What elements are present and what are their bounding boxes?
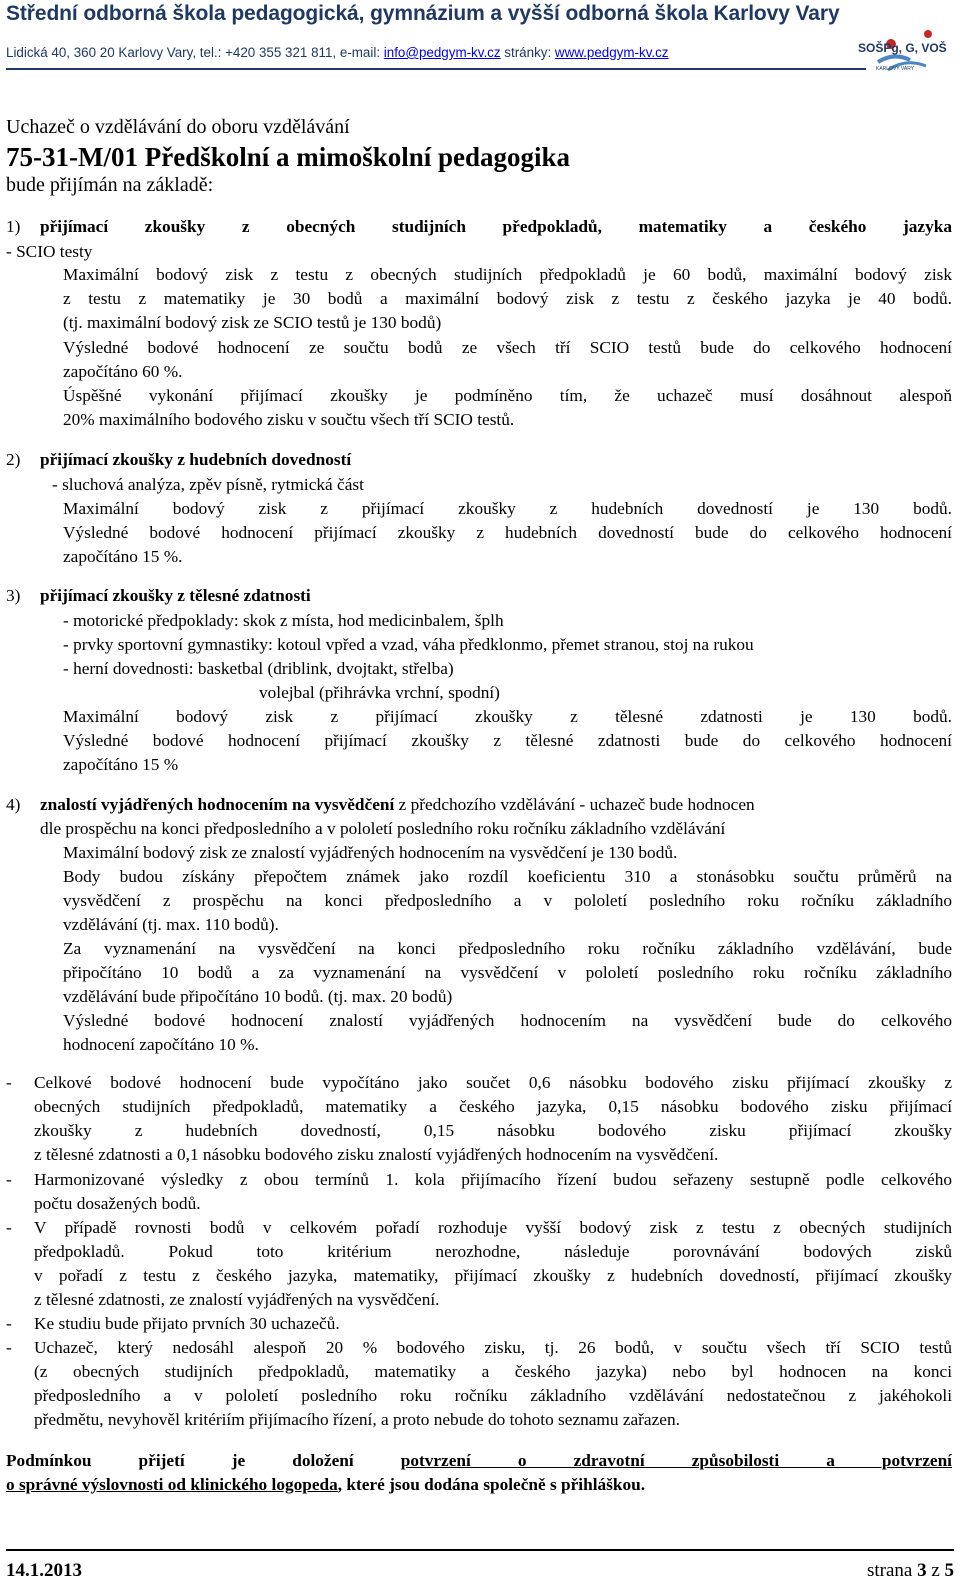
section-4-text: vysvědčení z prospěchu na konci předposledního a v pololetí posledního roku ročníku základního [63, 891, 952, 910]
section-1-text: (tj. maximální bodový zisk ze SCIO testů je 130 bodů) [63, 313, 442, 332]
section-4-text: Body budou získány přepočtem známek jako rozdíl koeficientu 310 a stonásobku součtu průměrů na [63, 867, 952, 886]
program-title: 75-31-M/01 Předškolní a mimoškolní pedagogika [6, 142, 571, 172]
section-3-item: - motorické předpoklady: skok z místa, hod medicinbalem, šplh [63, 611, 504, 630]
note-text: z tělesné zdatnosti, ze znalostí vyjádřených na vysvědčení. [34, 1290, 440, 1309]
note-bullet: - [6, 1170, 12, 1189]
section-1-sub: - SCIO testy [6, 242, 93, 261]
section-3-item: volejbal (přihrávka vrchní, spodní) [259, 683, 500, 702]
section-4-text: Za vyznamenání na vysvědčení na konci předposledního roku ročníku základního vzdělávání, bude [63, 939, 952, 958]
document-page [6, 0, 954, 1585]
condition-underlined: o správné výslovnosti od klinického logopeda [6, 1475, 338, 1494]
footer-date: 14.1.2013 [6, 1560, 82, 1581]
note-bullet: - [6, 1338, 12, 1357]
condition-text: , které jsou dodána společně s přihláškou. [337, 1475, 646, 1494]
note-text: v pořadí z testu z českého jazyka, matematiky, přijímací zkoušky z hudebních dovedností, přijímací zkoušky [34, 1266, 952, 1285]
note-bullet: - [6, 1073, 12, 1092]
note-bullet: - [6, 1314, 12, 1333]
page-of: z [926, 1560, 945, 1581]
admission-condition-2 [6, 1473, 645, 1497]
section-3-text: započítáno 15 % [63, 755, 179, 774]
section-3-item: - prvky sportovní gymnastiky: kotoul vpřed a vzad, váha předklonmo, přemet stranou, stoj na rukou [63, 635, 754, 654]
school-contact [6, 45, 669, 60]
note-text: předpokladů. Pokud toto kritérium nerozhodne, následuje porovnávání bodových zisků [34, 1242, 952, 1261]
note-text: Harmonizované výsledky z obou termínů 1. kola přijímacího řízení budou seřazeny sestupně podle celkového [34, 1170, 952, 1189]
section-3-text: Výsledné bodové hodnocení přijímací zkoušky z tělesné zdatnosti bude do celkového hodnocení [63, 731, 952, 750]
section-2-text: Výsledné bodové hodnocení přijímací zkoušky z hudebních dovedností bude do celkového hodnocení [63, 523, 952, 542]
web-link[interactable]: www.pedgym-kv.cz [554, 45, 669, 60]
section-4-text: připočítáno 10 bodů a za vyznamenání na vysvědčení v pololetí posledního roku ročníku základního [63, 963, 952, 982]
logo-text: SOŠPg, G, VOŠ [858, 41, 947, 55]
intro-basis: bude přijímán na základě: [6, 174, 214, 196]
note-text: obecných studijních předpokladů, matematiky a českého jazyka, 0,15 násobku bodového zisku přijímací [34, 1097, 952, 1116]
note-text: počtu dosažených bodů. [34, 1194, 201, 1213]
note-text: předmětu, nevyhověl kritériím přijímacího řízení, a proto nebude do tohoto seznamu zařazen. [34, 1410, 680, 1429]
section-4-text: vzdělávání (tj. max. 110 bodů). [63, 915, 279, 934]
intro-line: Uchazeč o vzdělávání do oboru vzdělávání [6, 116, 350, 138]
note-text: V případě rovnosti bodů v celkovém pořadí rozhoduje vyšší bodový zisk z testu z obecných studijních [34, 1218, 952, 1237]
page-total: 5 [944, 1560, 954, 1581]
section-3-text: Maximální bodový zisk z přijímací zkoušky z tělesné zdatnosti je 130 bodů. [63, 707, 952, 726]
section-4-heading [40, 793, 755, 817]
note-text: z tělesné zdatnosti a 0,1 násobku bodového zisku znalostí vyjádřených hodnocením na vysvědčení. [34, 1145, 719, 1164]
section-1-text: 20% maximálního bodového zisku v součtu všech tří SCIO testů. [63, 410, 515, 429]
footer-divider [6, 1549, 954, 1551]
school-name: Střední odborná škola pedagogická, gymnázium a vyšší odborná škola Karlovy Vary [6, 2, 840, 25]
section-4-text: Výsledné bodové hodnocení znalostí vyjádřených hodnocením na vysvědčení bude do celkového [63, 1011, 952, 1030]
section-3-number: 3) [6, 586, 21, 605]
section-1-text: z testu z matematiky je 30 bodů a maximální bodový zisk z testu z českého jazyka je 40 bodů. [63, 289, 952, 308]
section-3-item: - herní dovednosti: basketbal (driblink, dvojtakt, střelba) [63, 659, 454, 678]
section-1-text: započítáno 60 %. [63, 362, 183, 381]
section-4-title: znalostí vyjádřených hodnocením na vysvědčení [40, 795, 395, 814]
note-text: zkoušky z hudebních dovedností, 0,15 násobku bodového zisku přijímací zkoušky [34, 1121, 952, 1140]
section-2-sub: - sluchová analýza, zpěv písně, rytmická část [52, 475, 364, 494]
section-1-text: Maximální bodový zisk z testu z obecných studijních předpokladů je 60 bodů, maximální bodový zisk [63, 265, 952, 284]
section-3-title: přijímací zkoušky z tělesné zdatnosti [40, 586, 311, 605]
condition-text: Podmínkou přijetí je doložení [6, 1451, 401, 1470]
logo-subtext: KARLOVY VARY [876, 66, 915, 72]
section-2-title: přijímací zkoušky z hudebních dovedností [40, 450, 352, 469]
address: Lidická 40, 360 20 Karlovy Vary, tel.: +420 355 321 811, e-mail: [6, 45, 384, 60]
section-1-title: přijímací zkoušky z obecných studijních předpokladů, matematiky a českého jazyka [40, 217, 952, 236]
note-text: Ke studiu bude přijato prvních 30 uchazečů. [34, 1314, 340, 1333]
note-text: Uchazeč, který nedosáhl alespoň 20 % bodového zisku, tj. 26 bodů, v součtu všech tří SCIO testů [34, 1338, 952, 1357]
email-link[interactable]: info@pedgym-kv.cz [383, 45, 501, 60]
section-4-text: vzdělávání bude připočítáno 10 bodů. (tj. max. 20 bodů) [63, 987, 453, 1006]
header-divider [6, 68, 866, 70]
section-1-text: Výsledné bodové hodnocení ze součtu bodů ze všech tří SCIO testů bude do celkového hodnocení [63, 338, 952, 357]
section-4-title-rest: z předchozího vzdělávání - uchazeč bude hodnocen [394, 795, 755, 814]
note-text: předposledního a v pololetí posledního roku ročníku základního vzdělávání nedostatečnou z jakéhokoli [34, 1386, 952, 1405]
section-2-text: započítáno 15 %. [63, 547, 183, 566]
admission-condition [6, 1449, 952, 1473]
page-current: 3 [917, 1560, 927, 1581]
section-4-text: hodnocení započítáno 10 %. [63, 1035, 259, 1054]
section-1-text: Úspěšné vykonání přijímací zkoušky je podmíněno tím, že uchazeč musí dosáhnout alespoň [63, 386, 952, 405]
section-2-number: 2) [6, 450, 21, 469]
web-label: stránky: [500, 45, 555, 60]
note-text: Celkové bodové hodnocení bude vypočítáno jako součet 0,6 násobku bodového zisku přijímací zkoušky z [34, 1073, 952, 1092]
section-4-text: Maximální bodový zisk ze znalostí vyjádřených hodnocením na vysvědčení je 130 bodů. [63, 843, 678, 862]
page-number [867, 1560, 954, 1582]
note-text: (z obecných studijních předpokladů, matematiky a českého jazyka) nebo byl hodnocen na konci [34, 1362, 952, 1381]
section-2-text: Maximální bodový zisk z přijímací zkoušky z hudebních dovedností je 130 bodů. [63, 499, 952, 518]
condition-underlined: potvrzení o zdravotní způsobilosti a potvrzení [400, 1451, 952, 1470]
section-1-number: 1) [6, 217, 21, 236]
page-word: strana [866, 1560, 918, 1581]
section-4-text: dle prospěchu na konci předposledního a v pololetí posledního roku ročníku základního vzdělávání [40, 819, 726, 838]
section-4-number: 4) [6, 795, 21, 814]
school-logo [858, 22, 954, 74]
note-bullet: - [6, 1218, 12, 1237]
